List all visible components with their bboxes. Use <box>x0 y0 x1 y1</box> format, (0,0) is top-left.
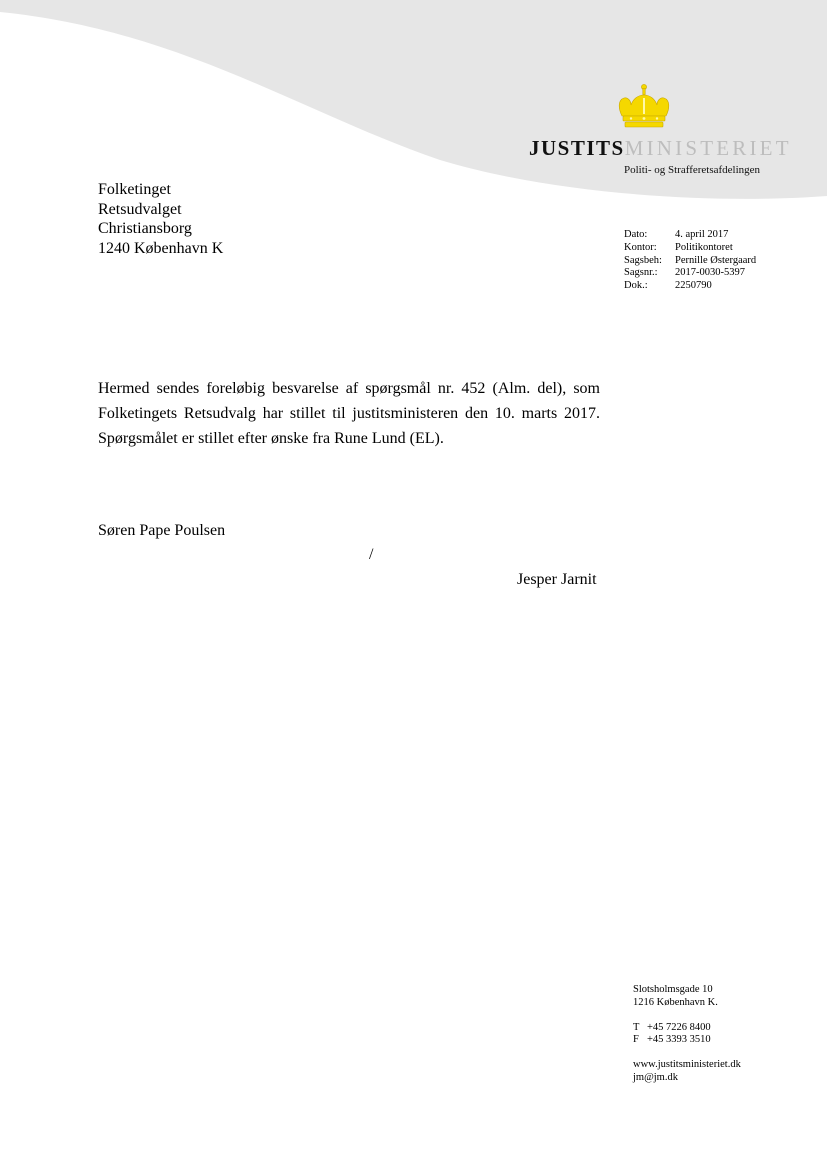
wordmark-light: MINISTERIET <box>624 136 792 160</box>
recipient-address <box>98 180 223 258</box>
phone-label: T <box>633 1021 640 1033</box>
meta-label: Sagsbeh: <box>624 254 662 266</box>
recipient-line: Christiansborg <box>98 220 192 237</box>
meta-value: 2250790 <box>675 280 712 292</box>
wordmark-dark: JUSTITS <box>529 136 625 160</box>
meta-row-handler <box>624 255 756 268</box>
footer-email-link[interactable]: jm@jm.dk <box>633 1071 678 1083</box>
case-metadata <box>624 229 756 293</box>
footer-phone <box>633 1022 741 1035</box>
meta-row-office <box>624 242 756 255</box>
department-name: Politi- og Strafferetsafdelingen <box>624 164 761 176</box>
signature-official: Jesper Jarnit <box>517 571 597 588</box>
meta-value: 2017-0030-5397 <box>675 267 745 279</box>
recipient-line: Folketinget <box>98 181 171 198</box>
footer-fax <box>633 1034 741 1047</box>
phone-number: +45 7226 8400 <box>647 1021 711 1033</box>
meta-label: Dok.: <box>624 280 648 292</box>
footer-website-link[interactable]: www.justitsministeriet.dk <box>633 1059 741 1071</box>
meta-value: Politikontoret <box>675 241 733 253</box>
footer-address: Slotsholmsgade 10 <box>633 984 713 995</box>
meta-label: Dato: <box>624 229 648 240</box>
meta-row-document <box>624 280 756 293</box>
signature-separator: / <box>369 546 374 563</box>
footer-contact <box>633 984 741 1085</box>
signature-minister: Søren Pape Poulsen <box>98 522 226 539</box>
footer-spacer <box>633 1047 741 1059</box>
letter-body: Hermed sendes foreløbig besvarelse af spørgsmål nr. 452 (Alm. del), som Folketingets Retsudvalg har stillet til justitsministeren den 10. marts 2017. Spørgsmålet er stillet efter ønske fra Rune Lund (EL). <box>98 380 600 447</box>
footer-postal: 1216 København K. <box>633 996 718 1008</box>
meta-row-case-number <box>624 267 756 280</box>
meta-row-date <box>624 229 756 242</box>
fax-number: +45 3393 3510 <box>647 1034 711 1046</box>
meta-value: Pernille Østergaard <box>675 254 757 266</box>
ministry-wordmark <box>529 136 792 160</box>
meta-label: Kontor: <box>624 241 657 253</box>
fax-label: F <box>633 1034 639 1046</box>
header-swoosh <box>0 0 827 210</box>
meta-value: 4. april 2017 <box>675 229 729 240</box>
crown-logo-icon <box>616 84 672 130</box>
footer-spacer <box>633 1010 741 1022</box>
meta-label: Sagsnr.: <box>624 267 658 279</box>
recipient-line: Retsudvalget <box>98 200 182 218</box>
recipient-line: 1240 København K <box>98 239 224 257</box>
